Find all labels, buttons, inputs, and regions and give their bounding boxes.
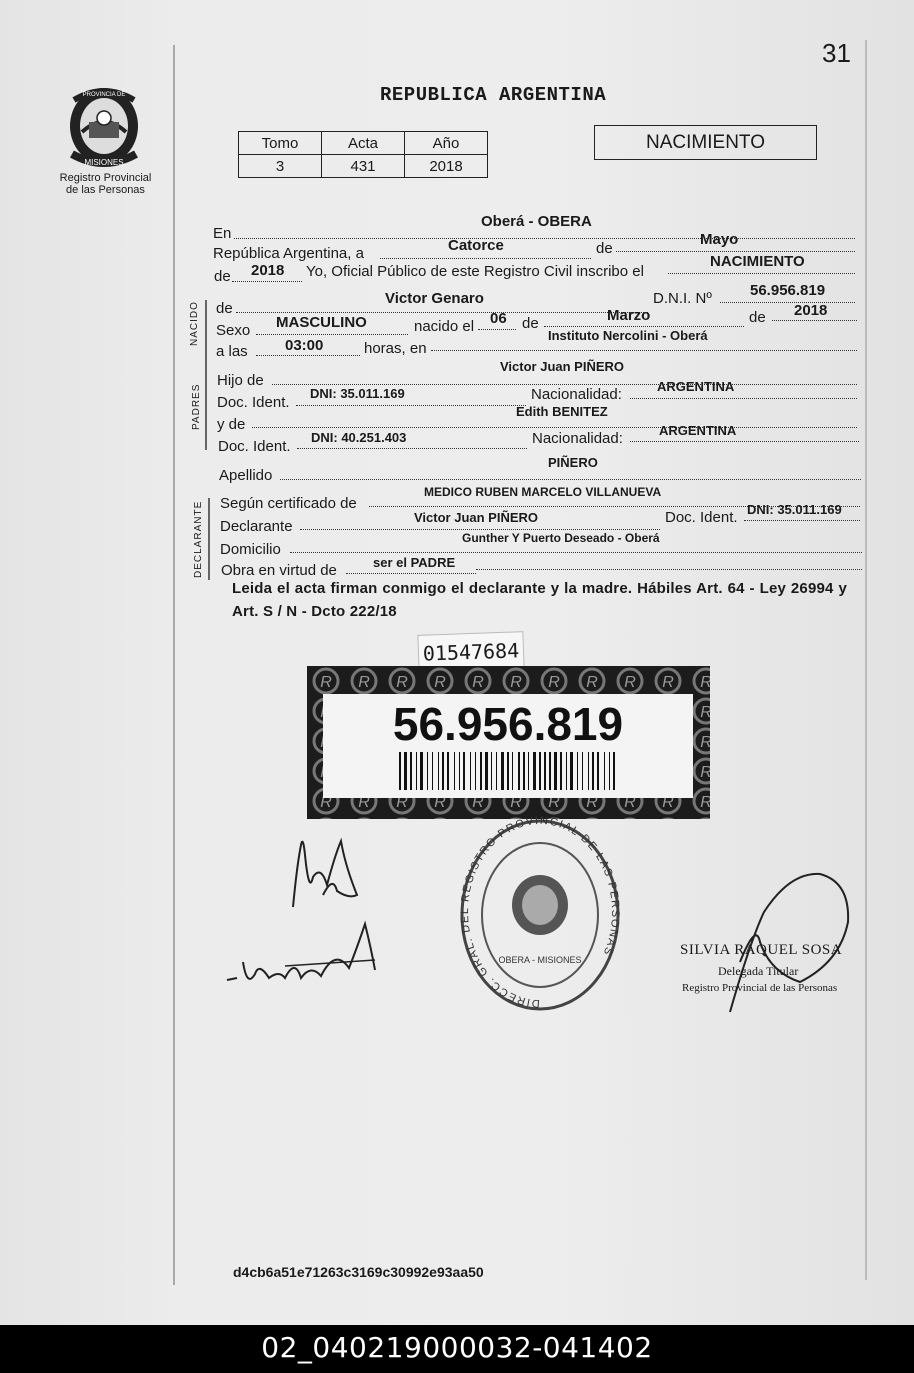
- obra-value: ser el PADRE: [373, 555, 456, 570]
- barcode-bar: [470, 752, 471, 790]
- registry-header-anio: Año: [405, 132, 488, 155]
- barcode-bar: [416, 752, 417, 790]
- margin-line-left: [173, 45, 175, 1285]
- barcode-bar: [447, 752, 449, 790]
- signer-name: SILVIA RAQUEL SOSA: [680, 942, 843, 958]
- barcode-bar: [523, 752, 525, 790]
- barcode-bar: [496, 752, 497, 790]
- barcode-bar: [549, 752, 551, 790]
- logo-caption-line1: Registro Provincial: [59, 172, 152, 184]
- dotted-line: [630, 441, 859, 442]
- side-label-declarante: DECLARANTE: [193, 500, 204, 578]
- barcode-bar: [560, 752, 562, 790]
- barcode-bar: [432, 752, 433, 790]
- horas-en-label: horas, en: [364, 340, 427, 357]
- mother-doc-value: DNI: 40.251.403: [311, 430, 407, 445]
- dotted-line: [476, 569, 862, 570]
- child-dni-value: 56.956.819: [750, 282, 826, 299]
- logo-text-bottom: MISIONES: [84, 158, 124, 167]
- declarante-label: Declarante: [220, 518, 293, 535]
- inscribo-value: NACIMIENTO: [710, 253, 805, 270]
- side-label-padres: PADRES: [191, 383, 202, 430]
- birth-day-value: 06: [490, 310, 507, 327]
- month-value: Mayo: [700, 231, 739, 248]
- side-label-nacido: NACIDO: [189, 301, 200, 346]
- declarant-name-value: Victor Juan PIÑERO: [414, 510, 539, 525]
- barcode-bar: [566, 752, 567, 790]
- birth-time-value: 03:00: [285, 337, 324, 354]
- certificado-label: Según certificado de: [220, 495, 357, 512]
- registry-value-row: [239, 155, 488, 178]
- dotted-line: [234, 238, 855, 239]
- barcode-bar: [613, 752, 615, 790]
- domicilio-label: Domicilio: [220, 541, 281, 558]
- sex-value: MASCULINO: [276, 314, 367, 331]
- barcode-bar: [501, 752, 504, 790]
- barcode-bar: [404, 752, 407, 790]
- signer-org: Registro Provincial de las Personas: [682, 982, 838, 994]
- birth-month-value: Marzo: [607, 307, 651, 324]
- document-title: REPUBLICA ARGENTINA: [380, 84, 607, 106]
- dotted-line: [256, 355, 360, 356]
- dotted-line: [668, 273, 855, 274]
- barcode-bar: [463, 752, 465, 790]
- barcode-bar: [539, 752, 541, 790]
- birth-place-value: Instituto Nercolini - Oberá: [548, 328, 708, 343]
- dotted-line: [431, 350, 857, 351]
- obra-label: Obra en virtud de: [221, 562, 337, 579]
- republica-label: República Argentina, a: [213, 245, 364, 262]
- barcode-bar: [491, 752, 492, 790]
- barcode-dni-text: 56.956.819: [392, 698, 624, 750]
- nacionalidad-label-2: Nacionalidad:: [532, 430, 623, 447]
- dotted-line: [346, 573, 476, 574]
- certificate-by-value: MEDICO RUBEN MARCELO VILLANUEVA: [424, 485, 662, 499]
- registry-value-anio: 2018: [405, 155, 488, 178]
- footer-id-bar: 02_040219000032-041402: [0, 1325, 914, 1373]
- margin-line-right: [865, 40, 867, 1280]
- section-line-declarante: [208, 498, 210, 580]
- registry-table: [238, 131, 488, 178]
- barcode-bar: [518, 752, 520, 790]
- barcode-bar: [528, 752, 529, 790]
- birth-year-value: 2018: [794, 302, 828, 319]
- barcode-bar: [475, 752, 476, 790]
- y-de-label: y de: [217, 416, 246, 433]
- act-type-box: NACIMIENTO: [594, 125, 817, 160]
- nacionalidad-label: Nacionalidad:: [531, 386, 622, 403]
- barcode-bar: [485, 752, 488, 790]
- logo-text-top: PROVINCIA DE: [82, 92, 126, 98]
- address-value: Gunther Y Puerto Deseado - Oberá: [462, 531, 660, 545]
- barcode-bar: [442, 752, 444, 790]
- barcode-bar: [512, 752, 513, 790]
- dotted-line: [297, 448, 527, 449]
- declarant-doc-value: DNI: 35.011.169: [747, 502, 842, 517]
- dotted-line: [630, 398, 857, 399]
- barcode-bar: [592, 752, 594, 790]
- dotted-line: [478, 329, 516, 330]
- registry-value-acta: 431: [322, 155, 405, 178]
- barcode-bar: [438, 752, 439, 790]
- barcode-sticker: [307, 666, 710, 819]
- dotted-line: [300, 529, 660, 530]
- official-seal: [458, 815, 623, 1015]
- barcode-bar: [480, 752, 482, 790]
- dotted-line: [252, 427, 857, 428]
- hijo-de-label: Hijo de: [217, 372, 264, 389]
- barcode-bar: [507, 752, 509, 790]
- nacido-el-label: nacido el: [414, 318, 475, 335]
- registry-header-acta: Acta: [322, 132, 405, 155]
- dotted-line: [290, 552, 862, 553]
- barcode-bar: [588, 752, 589, 790]
- barcode-bar: [410, 752, 412, 790]
- signer-role: Delegada Titular: [718, 964, 799, 978]
- mother-name-value: Edith BENITEZ: [516, 404, 608, 419]
- doc-ident-label: Doc. Ident.: [217, 394, 290, 411]
- de-label-3: de: [522, 315, 539, 332]
- section-line-nacido: [205, 300, 207, 450]
- inscribo-text: Yo, Oficial Público de este Registro Civil inscribo el: [306, 263, 644, 280]
- seal-ring-text: DIRECC. GRAL. DEL REGISTRO PROVINCIAL DE LAS PERSONAS: [458, 815, 622, 1010]
- mother-nationality-value: ARGENTINA: [659, 423, 737, 438]
- barcode-bar: [609, 752, 610, 790]
- dni-label: D.N.I. Nº: [653, 290, 712, 307]
- doc-ident-label-2: Doc. Ident.: [218, 438, 291, 455]
- father-doc-value: DNI: 35.011.169: [310, 386, 405, 401]
- dotted-line: [616, 251, 855, 252]
- barcode-bar: [399, 752, 401, 790]
- logo-caption: [48, 172, 163, 196]
- registry-header-tomo: Tomo: [239, 132, 322, 155]
- sexo-label: Sexo: [216, 322, 251, 339]
- registry-header-row: [239, 132, 488, 155]
- father-nationality-value: ARGENTINA: [657, 379, 735, 394]
- barcode-bar: [427, 752, 428, 790]
- nacido-de-label: de: [216, 300, 233, 317]
- logo-caption-line2: de las Personas: [66, 184, 145, 196]
- barcode-bar: [554, 752, 557, 790]
- dotted-line: [256, 334, 408, 335]
- barcode-bar: [454, 752, 455, 790]
- doc-ident-label-3: Doc. Ident.: [665, 509, 738, 526]
- barcode-bar: [544, 752, 546, 790]
- barcode-bar: [582, 752, 583, 790]
- year-value: 2018: [251, 262, 285, 279]
- serial-number-label: 01547684: [417, 631, 524, 673]
- apellido-label: Apellido: [219, 467, 273, 484]
- declarant-signature: [283, 825, 373, 915]
- barcode-bar: [459, 752, 460, 790]
- observations-text: Leida el acta firman conmigo el declarante y la madre. Hábiles Art. 64 - Ley 26994 y Art. S / N - Dcto 222/18: [232, 580, 847, 620]
- a-las-label: a las: [216, 343, 248, 360]
- registry-value-tomo: 3: [239, 155, 322, 178]
- dotted-line: [380, 258, 591, 259]
- dotted-line: [232, 281, 302, 282]
- dotted-line: [544, 326, 744, 327]
- seal-inner-text: OBERA - MISIONES: [498, 955, 582, 965]
- barcode-bar: [597, 752, 599, 790]
- mother-signature: [225, 918, 390, 1000]
- en-label: En: [213, 225, 232, 242]
- de-label-2: de: [214, 268, 231, 285]
- dotted-line: [744, 520, 860, 521]
- document-hash: d4cb6a51e71263c3169c30992e93aa50: [233, 1264, 484, 1280]
- day-words-value: Catorce: [448, 237, 504, 254]
- father-name-value: Victor Juan PIÑERO: [500, 359, 625, 374]
- place-value: Oberá - OBERA: [481, 213, 592, 230]
- dotted-line: [272, 384, 857, 385]
- dotted-line: [720, 302, 855, 303]
- dotted-line: [280, 479, 861, 480]
- province-shield-logo: [62, 82, 154, 172]
- page-number: 31: [822, 38, 851, 68]
- de-label-4: de: [749, 309, 766, 326]
- barcode-bar: [604, 752, 605, 790]
- dotted-line: [236, 312, 648, 313]
- barcode-bar: [577, 752, 578, 790]
- child-name-value: Victor Genaro: [385, 290, 484, 307]
- barcode-bar: [420, 752, 423, 790]
- de-label: de: [596, 240, 613, 257]
- surname-value: PIÑERO: [548, 455, 598, 470]
- dotted-line: [296, 405, 526, 406]
- barcode-bar: [533, 752, 536, 790]
- barcode-bar: [570, 752, 573, 790]
- dotted-line: [772, 320, 857, 321]
